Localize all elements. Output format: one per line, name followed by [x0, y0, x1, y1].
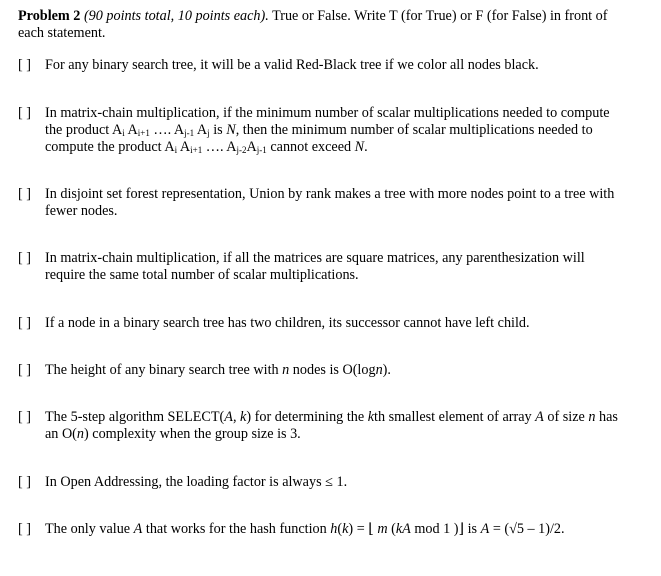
question-3-line-1: In disjoint set forest representation, Union by rank makes a tree with more nodes point to a tree with — [45, 186, 615, 202]
question-4-line-2: require the same total number of scalar multiplications. — [45, 267, 359, 283]
question-2-line-1: In matrix-chain multiplication, if the minimum number of scalar multiplications needed to compute — [45, 105, 610, 121]
answer-box-6[interactable]: [ ] — [18, 362, 31, 378]
question-3-line-2: fewer nodes. — [45, 203, 118, 219]
answer-box-3[interactable]: [ ] — [18, 186, 31, 202]
answer-box-8[interactable]: [ ] — [18, 474, 31, 490]
question-4-line-1: In matrix-chain multiplication, if all the matrices are square matrices, any parenthesization will — [45, 250, 585, 266]
instructions-line-1: True or False. Write T (for True) or F (for False) in front of — [272, 8, 608, 24]
points-note: (90 points total, 10 points each). — [83, 8, 269, 24]
answer-box-5[interactable]: [ ] — [18, 315, 31, 331]
question-5: If a node in a binary search tree has two children, its successor cannot have left child. — [45, 315, 530, 331]
answer-box-4[interactable]: [ ] — [18, 250, 31, 266]
instructions-line-2: each statement. — [18, 25, 106, 41]
answer-box-7[interactable]: [ ] — [18, 409, 31, 425]
question-2-line-3: compute the product $A_i$ $A_{i+1}$ …. $A_{j-2}A_{j-1}$ cannot exceed N. — [45, 139, 368, 155]
question-7-line-2: an O(n) complexity when the group size is 3. — [45, 426, 301, 442]
problem-header — [18, 8, 608, 25]
answer-box-9[interactable]: [ ] — [18, 521, 31, 537]
question-6: The height of any binary search tree with n nodes is O(logn). — [45, 362, 391, 378]
problem-title: Problem 2 — [18, 8, 81, 24]
question-9: The only value A that works for the hash function h(k) = ⌊ m (kA mod 1 )⌋ is A = (√5 – 1)/2. — [45, 521, 565, 537]
question-7-line-1: The 5-step algorithm SELECT(A, k) for determining the kth smallest element of array A of size n has — [45, 409, 618, 425]
question-1: For any binary search tree, it will be a valid Red-Black tree if we color all nodes black. — [45, 57, 539, 73]
answer-box-2[interactable]: [ ] — [18, 105, 31, 121]
question-8: In Open Addressing, the loading factor is always ≤ 1. — [45, 474, 348, 490]
answer-box-1[interactable]: [ ] — [18, 57, 31, 73]
question-2-line-2: the product $A_i$ $A_{i+1}$ …. $A_{j-1}$ $A_j$ is N, then the minimum number of scalar multiplications needed to — [45, 122, 593, 138]
